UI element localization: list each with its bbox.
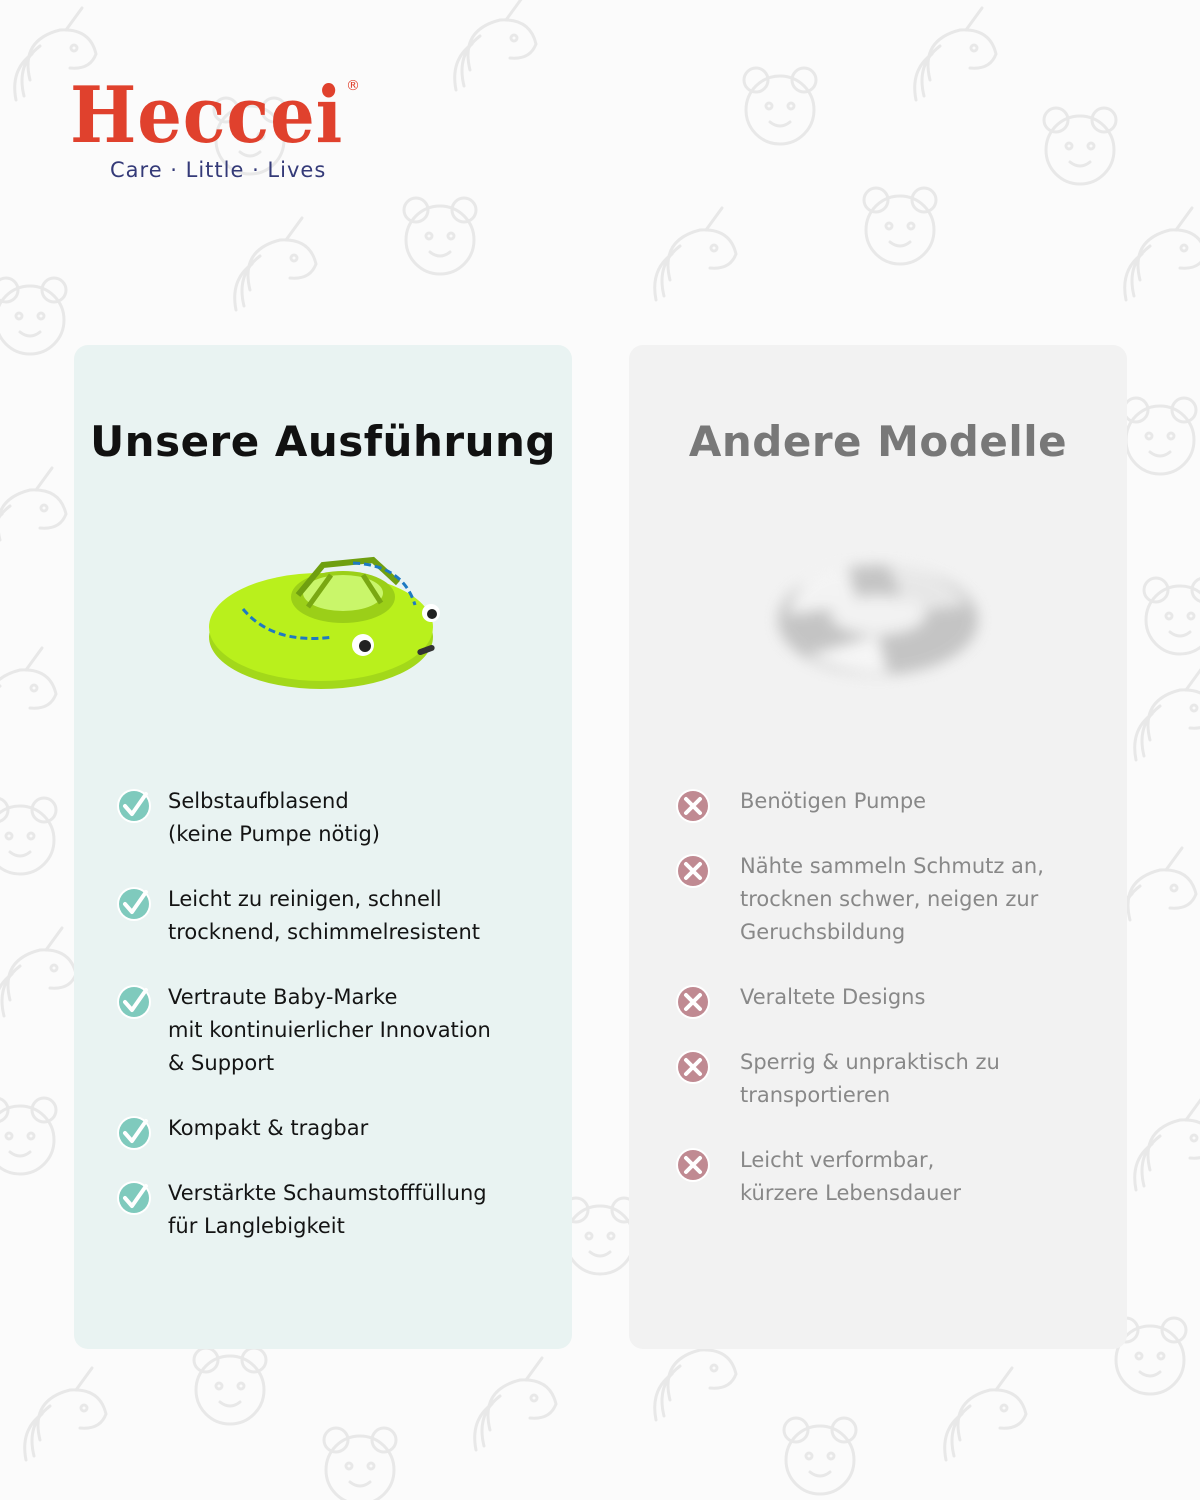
check-icon — [114, 884, 154, 924]
our-feature-list — [114, 785, 552, 1275]
cross-icon — [673, 1047, 713, 1087]
green-baby-swim-float-image — [74, 530, 572, 700]
feature-text: Leicht zu reinigen, schnell trocknend, schimmelresistent — [168, 887, 480, 944]
other-feature-item — [673, 1046, 1107, 1112]
feature-text: Selbstaufblasend (keine Pumpe nötig) — [168, 789, 380, 846]
brand-tagline: Care · Little · Lives — [110, 158, 327, 182]
our-product-card — [74, 345, 572, 1349]
feature-text: Nähte sammeln Schmutz an, trocknen schwer, neigen zur Geruchsbildung — [740, 854, 1044, 944]
our-feature-item — [114, 883, 552, 949]
brand-name: Heccei — [70, 70, 344, 161]
our-feature-item — [114, 1112, 552, 1145]
other-feature-list — [673, 785, 1107, 1242]
other-models-card — [629, 345, 1127, 1349]
other-feature-item — [673, 850, 1107, 949]
cross-icon — [673, 982, 713, 1022]
our-product-title: Unsere Ausführung — [90, 417, 556, 466]
feature-text: Leicht verformbar, kürzere Lebensdauer — [740, 1148, 961, 1205]
feature-text: Vertraute Baby-Marke mit kontinuierlicher Innovation & Support — [168, 985, 491, 1075]
brand-logo — [70, 70, 390, 182]
other-models-title: Andere Modelle — [688, 417, 1068, 466]
our-feature-item — [114, 981, 552, 1080]
cross-icon — [673, 1145, 713, 1185]
check-icon — [114, 1113, 154, 1153]
check-icon — [114, 786, 154, 826]
check-icon — [114, 982, 154, 1022]
check-icon — [114, 1178, 154, 1218]
feature-text: Benötigen Pumpe — [740, 789, 927, 813]
other-feature-item — [673, 981, 1107, 1014]
our-feature-item — [114, 785, 552, 851]
feature-text: Verstärkte Schaumstofffüllung für Langlebigkeit — [168, 1181, 487, 1238]
blurred-grey-swim-ring-image — [629, 530, 1127, 700]
feature-text: Kompakt & tragbar — [168, 1116, 369, 1140]
cross-icon — [673, 851, 713, 891]
other-feature-item — [673, 785, 1107, 818]
other-feature-item — [673, 1144, 1107, 1210]
feature-text: Sperrig & unpraktisch zu transportieren — [740, 1050, 1000, 1107]
cross-icon — [673, 786, 713, 826]
feature-text: Veraltete Designs — [740, 985, 926, 1009]
registered-mark: ® — [346, 78, 360, 94]
our-feature-item — [114, 1177, 552, 1243]
